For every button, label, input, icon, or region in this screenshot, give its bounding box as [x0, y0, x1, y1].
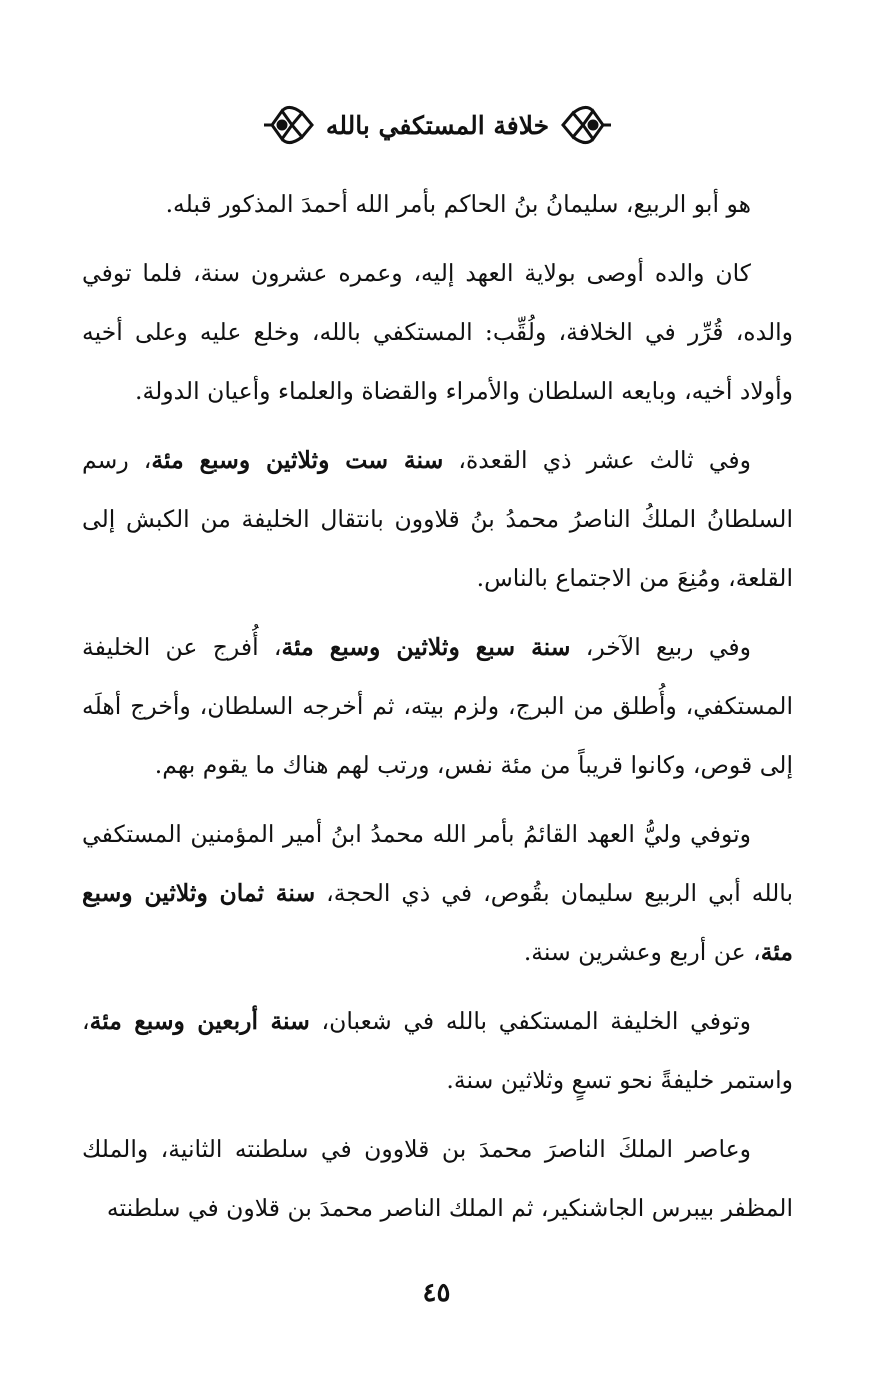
text-run: ، واستمر خليفةً نحو تسعٍ وثلاثين سنة.	[82, 1007, 793, 1094]
body-text	[82, 175, 793, 1238]
text-run: ، أُفرج عن الخليفة المستكفي، وأُطلق من البرج، ولزم بيته، ثم أخرجه السلطان، وأخرج أهلَه إلى قوص، وكانوا قريباً من مئة نفس، ورتب لهم هناك ما يقوم بهم.	[82, 633, 793, 779]
chapter-header	[82, 95, 793, 155]
text-run: كان والده أوصى بولاية العهد إليه، وعمره عشرون سنة، فلما توفي والده، قُرِّر في الخلافة، ولُقِّب: المستكفي بالله، وخلع عليه وعلى أخيه وأولاد أخيه، وبايعه السلطان والأمراء والقضاة والعلماء وأعيان الدولة.	[82, 259, 793, 405]
knot-ornament-icon	[262, 103, 316, 147]
text-run: وعاصر الملكَ الناصرَ محمدَ بن قلاوون في سلطنته الثانية، والملك المظفر بيبرس الجاشنكير، ثم الملك الناصر محمدَ بن قلاون في سلطنته	[82, 1135, 793, 1222]
paragraph	[82, 992, 793, 1110]
bold-date: سنة ثمان وثلاثين وسبع مئة	[82, 879, 793, 966]
bold-date: سنة ست وثلاثين وسبع مئة	[151, 446, 444, 474]
paragraph	[82, 618, 793, 795]
text-run: وتوفي وليُّ العهد القائمُ بأمر الله محمدُ ابنُ أمير المؤمنين المستكفي بالله أبي الربيع سليمان بقُوص، في ذي الحجة،	[82, 820, 793, 907]
bold-date: سنة سبع وثلاثين وسبع مئة	[281, 633, 571, 661]
text-run: ، رسم السلطانُ الملكُ الناصرُ محمدُ بنُ قلاوون بانتقال الخليفة من الكبش إلى القلعة، ومُنِعَ من الاجتماع بالناس.	[82, 446, 793, 592]
bold-date: سنة أربعين وسبع مئة	[89, 1007, 310, 1035]
paragraph	[82, 805, 793, 982]
paragraph	[82, 175, 793, 234]
chapter-title: خلافة المستكفي بالله	[325, 110, 550, 140]
text-run: وتوفي الخليفة المستكفي بالله في شعبان،	[309, 1007, 751, 1035]
text-run: هو أبو الربيع، سليمانُ بنُ الحاكم بأمر الله أحمدَ المذكور قبله.	[165, 190, 751, 218]
knot-ornament-icon	[559, 103, 613, 147]
text-run: وفي ثالث عشر ذي القعدة،	[443, 446, 751, 474]
text-run: وفي ربيع الآخر،	[570, 633, 751, 661]
paragraph	[82, 1120, 793, 1238]
paragraph	[82, 244, 793, 421]
text-run: ، عن أربع وعشرين سنة.	[523, 938, 761, 966]
page-number: ٤٥	[422, 1278, 451, 1308]
paragraph	[82, 431, 793, 608]
